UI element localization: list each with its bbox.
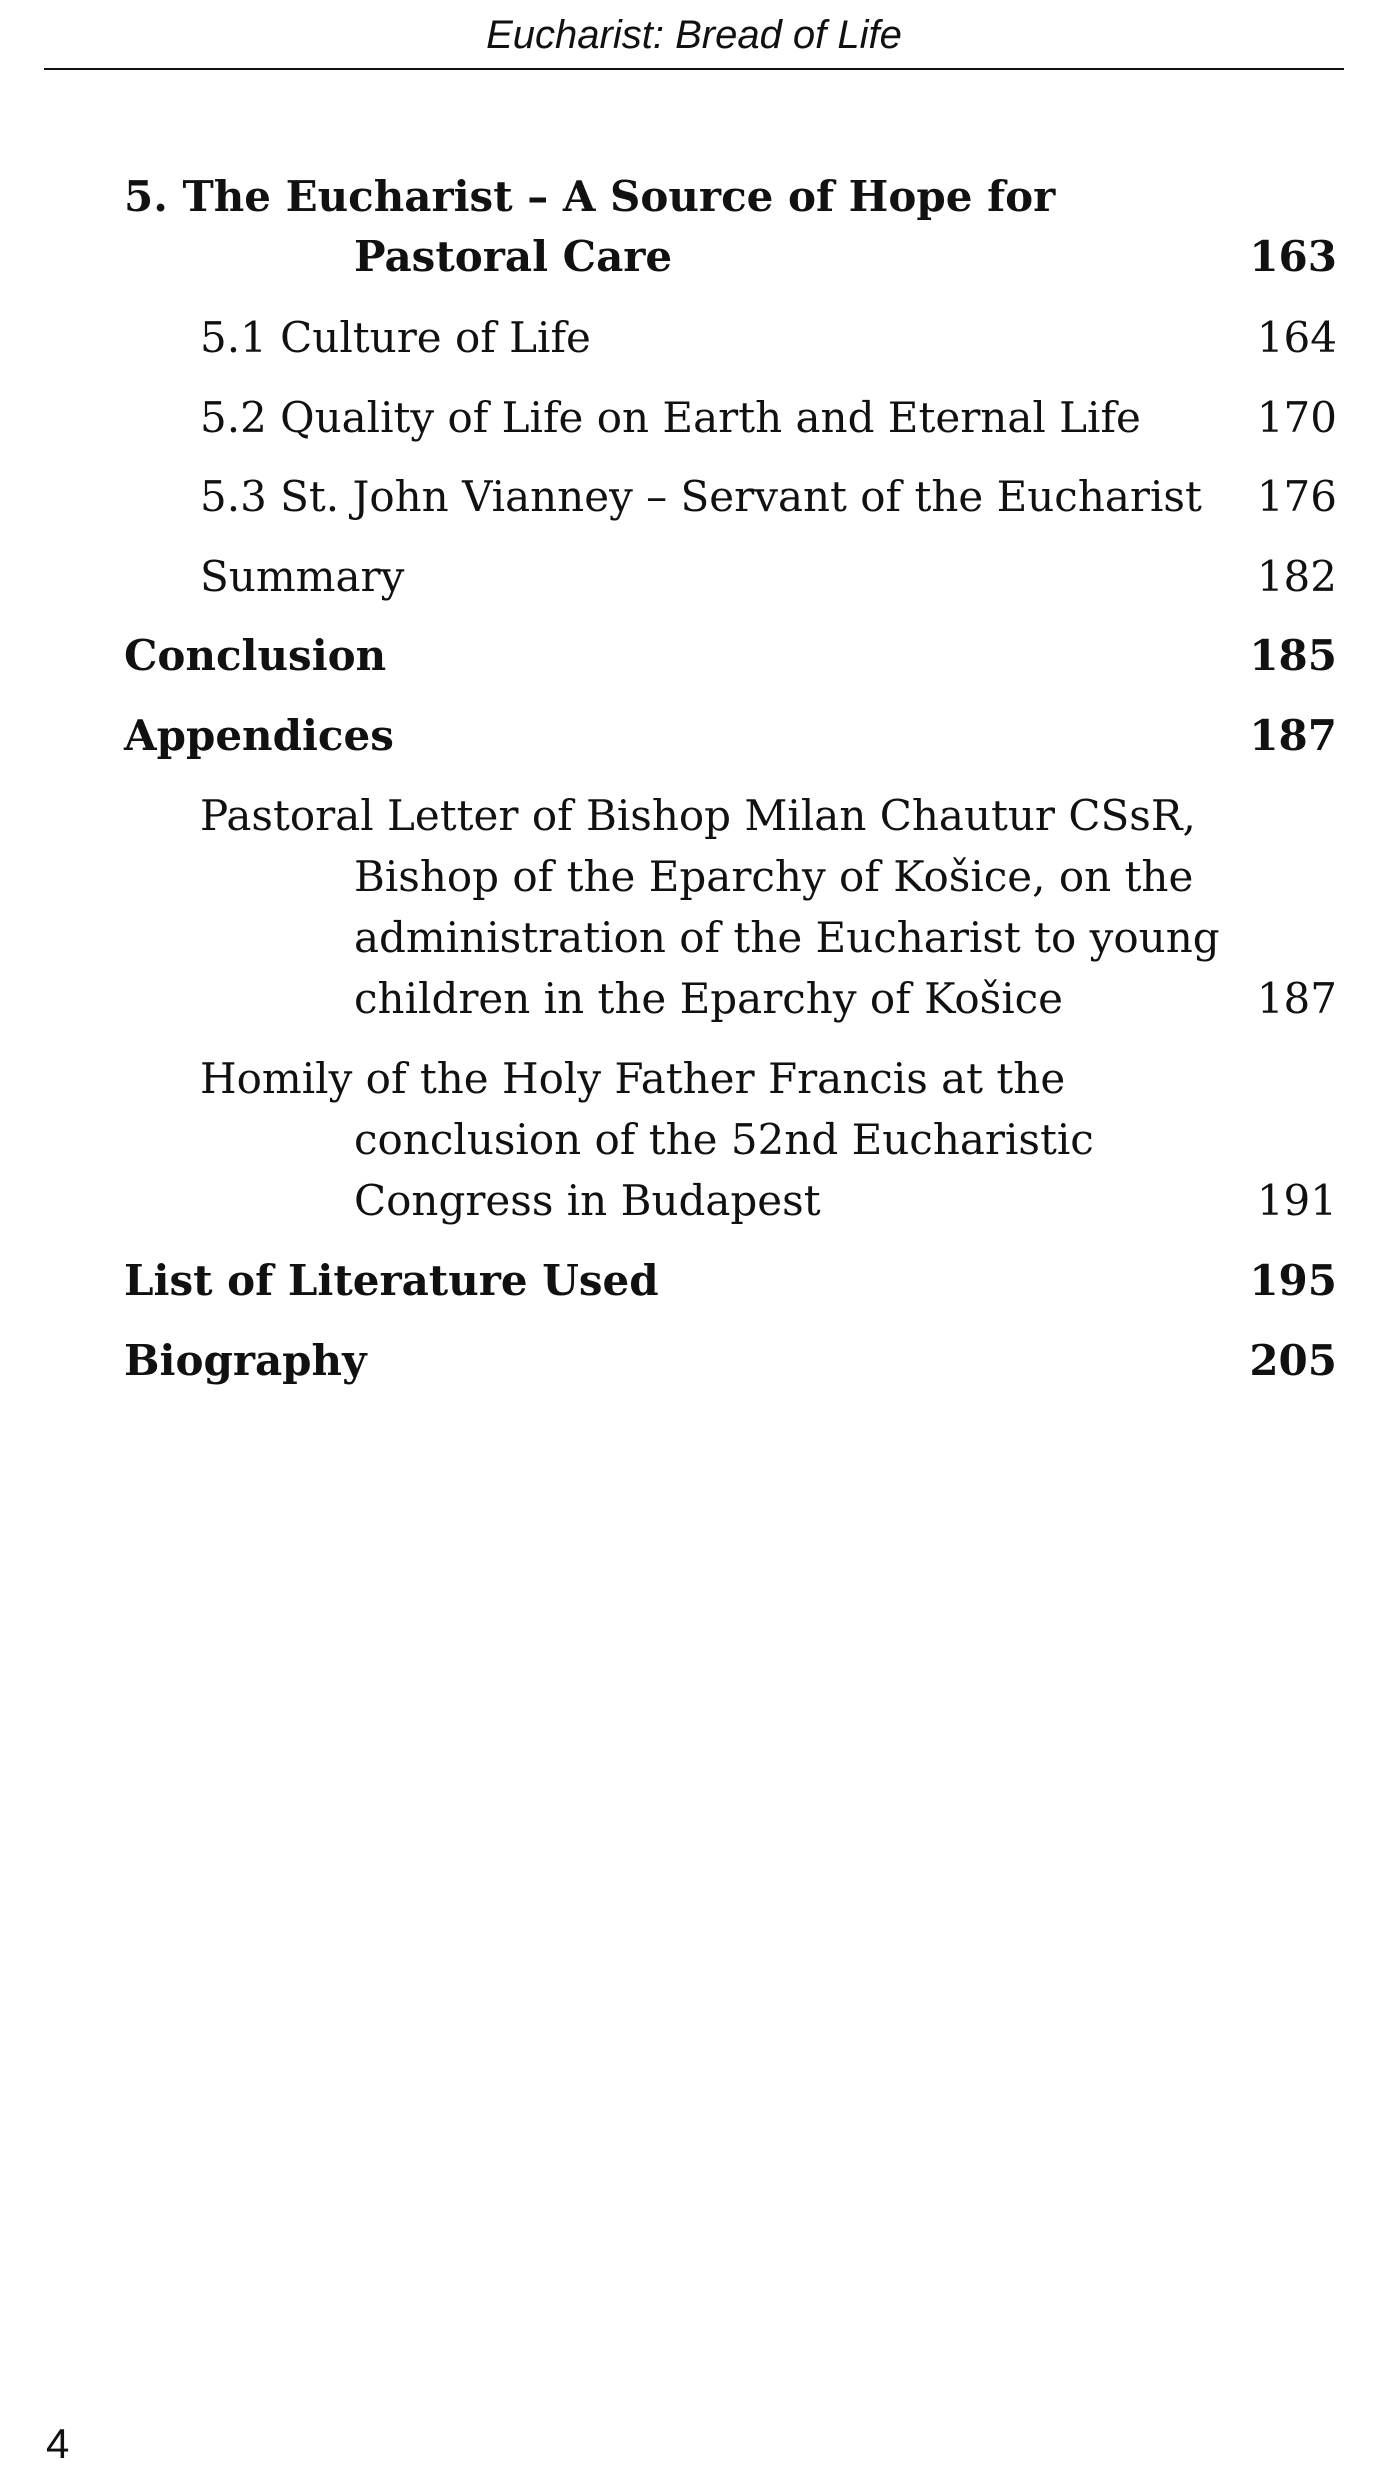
toc-entry-page-number: 185 bbox=[1249, 631, 1337, 680]
toc-entry-title-line: Congress in Budapest bbox=[354, 1176, 821, 1225]
toc-entry-title-line: Pastoral Letter of Bishop Milan Chautur CSsR, bbox=[200, 791, 1196, 840]
toc-entry-page-number: 195 bbox=[1249, 1256, 1337, 1305]
toc-entry-title-line: Pastoral Care bbox=[354, 232, 673, 281]
toc-entry-title-line: 5.3 St. John Vianney – Servant of the Eucharist bbox=[200, 472, 1202, 521]
toc-entry-title-line: conclusion of the 52nd Eucharistic bbox=[354, 1115, 1094, 1164]
toc-entry-page-number: 176 bbox=[1256, 472, 1337, 521]
toc-entry-title-line: Bishop of the Eparchy of Košice, on the bbox=[354, 852, 1194, 901]
toc-entry-title-line: Biography bbox=[124, 1336, 367, 1385]
running-head: Eucharist: Bread of Life bbox=[44, 0, 1344, 70]
toc-entry-page-number: 163 bbox=[1249, 232, 1337, 281]
toc-entry-title-line: Homily of the Holy Father Francis at the bbox=[200, 1054, 1066, 1103]
toc-entry-page-number: 205 bbox=[1249, 1336, 1337, 1385]
toc-entry-title-line: Summary bbox=[200, 552, 405, 601]
toc-entry-title-line: 5. The Eucharist – A Source of Hope for bbox=[124, 172, 1056, 221]
toc-entry-title-line: 5.1 Culture of Life bbox=[200, 313, 591, 362]
page-number: 4 bbox=[46, 2420, 70, 2467]
toc-entry-page-number: 170 bbox=[1256, 393, 1337, 442]
toc-entry-title-line: Conclusion bbox=[124, 631, 387, 680]
toc-entry-title-line: children in the Eparchy of Košice bbox=[354, 974, 1064, 1023]
toc-entry-title-line: List of Literature Used bbox=[124, 1256, 659, 1305]
toc-entry-page-number: 182 bbox=[1256, 552, 1337, 601]
toc-entry-title-line: 5.2 Quality of Life on Earth and Eternal Life bbox=[200, 393, 1141, 442]
toc-entry-page-number: 164 bbox=[1256, 313, 1337, 362]
toc-entry-page-number: 187 bbox=[1256, 974, 1337, 1023]
toc-entry-title-line: Appendices bbox=[124, 711, 394, 760]
toc-entry-title-line: administration of the Eucharist to young bbox=[354, 913, 1220, 962]
toc-entry-page-number: 191 bbox=[1256, 1176, 1337, 1225]
toc-entry-page-number: 187 bbox=[1249, 711, 1337, 760]
